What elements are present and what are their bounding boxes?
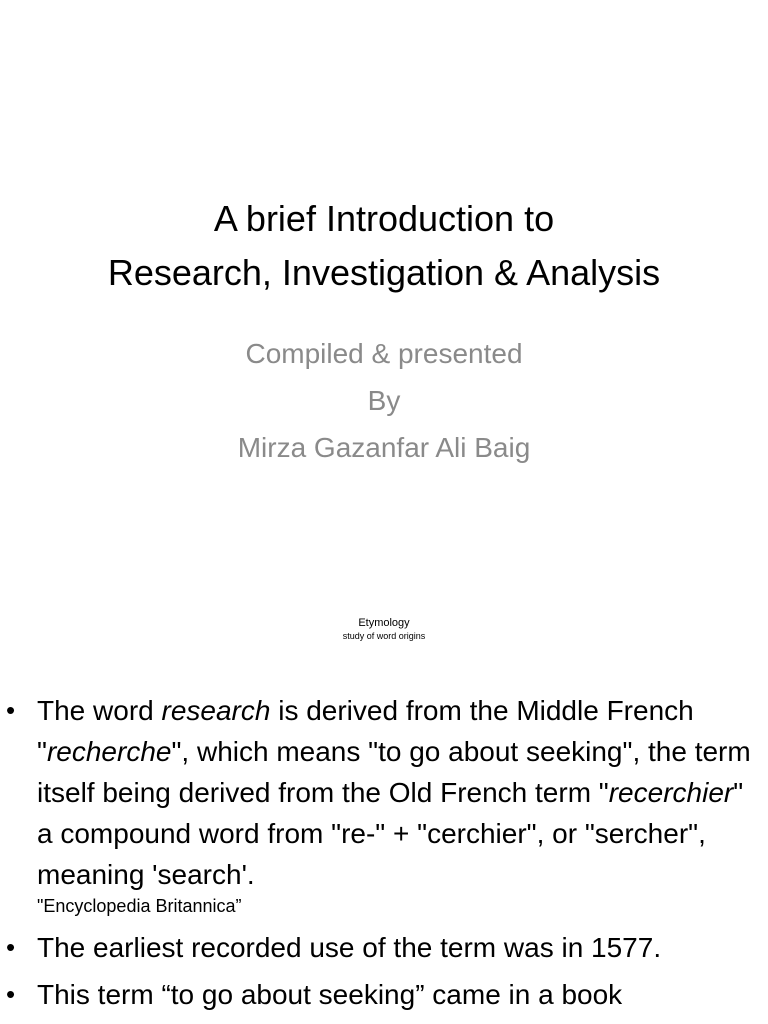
bullet-item-3: [0, 974, 768, 1015]
author-name: Mirza Gazanfar Ali Baig: [237, 432, 531, 463]
bullet-1-text: The word research is derived from the Middle French "recherche", which means "to go about seeking", the term itself being derived from the Old French term "recerchier" a compound word from "re-" + "cerchier", or "sercher", meaning 'search'.: [37, 695, 751, 890]
bullet-dot-icon: •: [6, 695, 16, 725]
bullet-2-text: The earliest recorded use of the term was in 1577.: [37, 932, 662, 963]
bullet-dot-icon: •: [6, 932, 16, 962]
citation: "Encyclopedia Britannica”: [37, 896, 242, 916]
bullet-dot-icon: •: [6, 979, 16, 1009]
etymology-title: Etymology: [358, 617, 410, 629]
title-line-1: A brief Introduction to: [213, 198, 555, 239]
bullet-list: [0, 690, 768, 1015]
subtitle-line-1: Compiled & presented: [245, 338, 523, 369]
etymology-heading: [0, 617, 768, 643]
subtitle-line-2: By: [367, 385, 401, 416]
etymology-subtitle: study of word origins: [342, 631, 426, 641]
slide-subtitle: [0, 330, 768, 471]
bullet-item-1: [0, 690, 768, 917]
slide-title: [0, 192, 768, 300]
bullet-3-text: This term “to go about seeking” came in a book: [37, 979, 623, 1010]
title-line-2: Research, Investigation & Analysis: [107, 252, 661, 293]
bullet-item-2: [0, 927, 768, 968]
